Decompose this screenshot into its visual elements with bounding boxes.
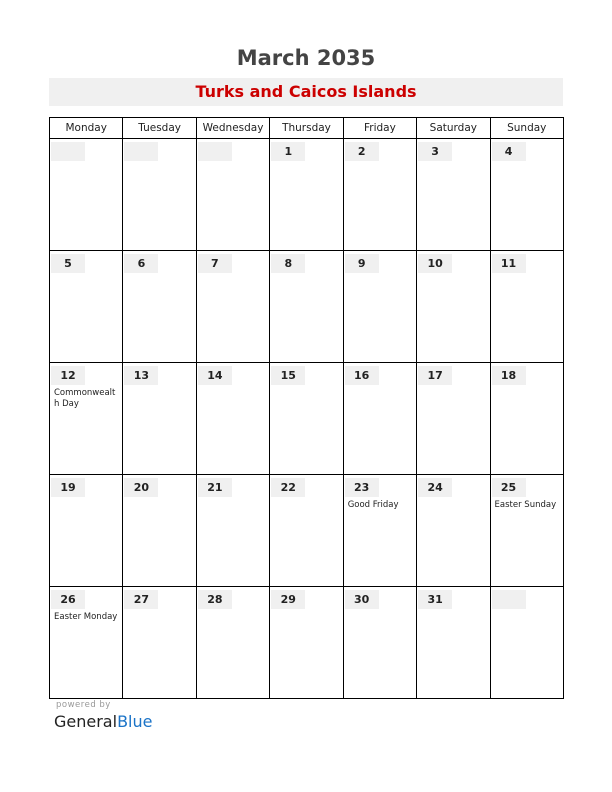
day-cell: [196, 363, 269, 475]
holiday-label: Commonwealth Day: [54, 388, 116, 409]
weekday-header-monday: Monday: [50, 118, 123, 139]
weekday-header-sunday: Sunday: [490, 118, 563, 139]
day-number: 1: [271, 142, 305, 161]
day-cell: [343, 139, 416, 251]
day-cell: [123, 139, 196, 251]
day-number: 5: [51, 254, 85, 273]
day-number: 3: [418, 142, 452, 161]
weekday-header-row: [50, 118, 564, 139]
day-cell: [417, 587, 490, 699]
day-number: 31: [418, 590, 452, 609]
day-cell: [490, 475, 563, 587]
day-cell: [196, 139, 269, 251]
day-number: [124, 142, 158, 161]
holiday-label: Easter Monday: [54, 612, 118, 622]
day-cell: [343, 363, 416, 475]
day-cell: [50, 587, 123, 699]
country-name: Turks and Caicos Islands: [195, 82, 417, 101]
day-cell: [50, 139, 123, 251]
day-cell: [343, 251, 416, 363]
day-number: 18: [492, 366, 526, 385]
day-number: 26: [51, 590, 85, 609]
day-number: 6: [124, 254, 158, 273]
day-cell: [50, 363, 123, 475]
day-number: [51, 142, 85, 161]
day-number: 10: [418, 254, 452, 273]
holiday-label: Easter Sunday: [494, 500, 557, 510]
day-cell: [490, 587, 563, 699]
day-cell: [50, 251, 123, 363]
calendar-title: March 2035: [236, 46, 376, 70]
weekday-header-friday: Friday: [343, 118, 416, 139]
day-number: [492, 590, 526, 609]
day-number: 15: [271, 366, 305, 385]
day-number: 14: [198, 366, 232, 385]
calendar-body: [50, 139, 564, 699]
weekday-header-thursday: Thursday: [270, 118, 343, 139]
day-cell: [343, 587, 416, 699]
week-row: [50, 363, 564, 475]
weekday-header-tuesday: Tuesday: [123, 118, 196, 139]
day-number: 12: [51, 366, 85, 385]
day-number: 21: [198, 478, 232, 497]
day-number: 13: [124, 366, 158, 385]
brand-blue: Blue: [117, 712, 153, 731]
day-number: 17: [418, 366, 452, 385]
day-cell: [270, 139, 343, 251]
day-number: 29: [271, 590, 305, 609]
day-number: [198, 142, 232, 161]
day-number: 22: [271, 478, 305, 497]
day-number: 11: [492, 254, 526, 273]
brand-logo: [54, 712, 152, 731]
day-cell: [50, 475, 123, 587]
day-number: 25: [492, 478, 526, 497]
day-cell: [490, 363, 563, 475]
day-number: 27: [124, 590, 158, 609]
week-row: [50, 251, 564, 363]
powered-by-text: powered by: [56, 700, 111, 710]
calendar-grid: [49, 117, 564, 699]
country-banner: [49, 78, 563, 106]
day-cell: [270, 587, 343, 699]
day-number: 8: [271, 254, 305, 273]
day-number: 2: [345, 142, 379, 161]
day-number: 4: [492, 142, 526, 161]
week-row: [50, 475, 564, 587]
day-cell: [270, 363, 343, 475]
day-number: 30: [345, 590, 379, 609]
day-number: 19: [51, 478, 85, 497]
day-number: 9: [345, 254, 379, 273]
day-number: 24: [418, 478, 452, 497]
weekday-header-wednesday: Wednesday: [196, 118, 269, 139]
day-cell: [123, 587, 196, 699]
day-cell: [123, 363, 196, 475]
day-number: 28: [198, 590, 232, 609]
day-cell: [417, 475, 490, 587]
day-cell: [490, 139, 563, 251]
week-row: [50, 587, 564, 699]
week-row: [50, 139, 564, 251]
weekday-header-saturday: Saturday: [417, 118, 490, 139]
day-cell: [270, 475, 343, 587]
day-cell: [417, 363, 490, 475]
day-number: 7: [198, 254, 232, 273]
day-number: 23: [345, 478, 379, 497]
day-number: 16: [345, 366, 379, 385]
brand-general: General: [54, 712, 118, 731]
day-cell: [196, 587, 269, 699]
day-number: 20: [124, 478, 158, 497]
day-cell: [343, 475, 416, 587]
day-cell: [123, 475, 196, 587]
day-cell: [417, 139, 490, 251]
day-cell: [196, 475, 269, 587]
day-cell: [123, 251, 196, 363]
day-cell: [270, 251, 343, 363]
holiday-label: Good Friday: [347, 500, 399, 510]
day-cell: [196, 251, 269, 363]
day-cell: [417, 251, 490, 363]
day-cell: [490, 251, 563, 363]
